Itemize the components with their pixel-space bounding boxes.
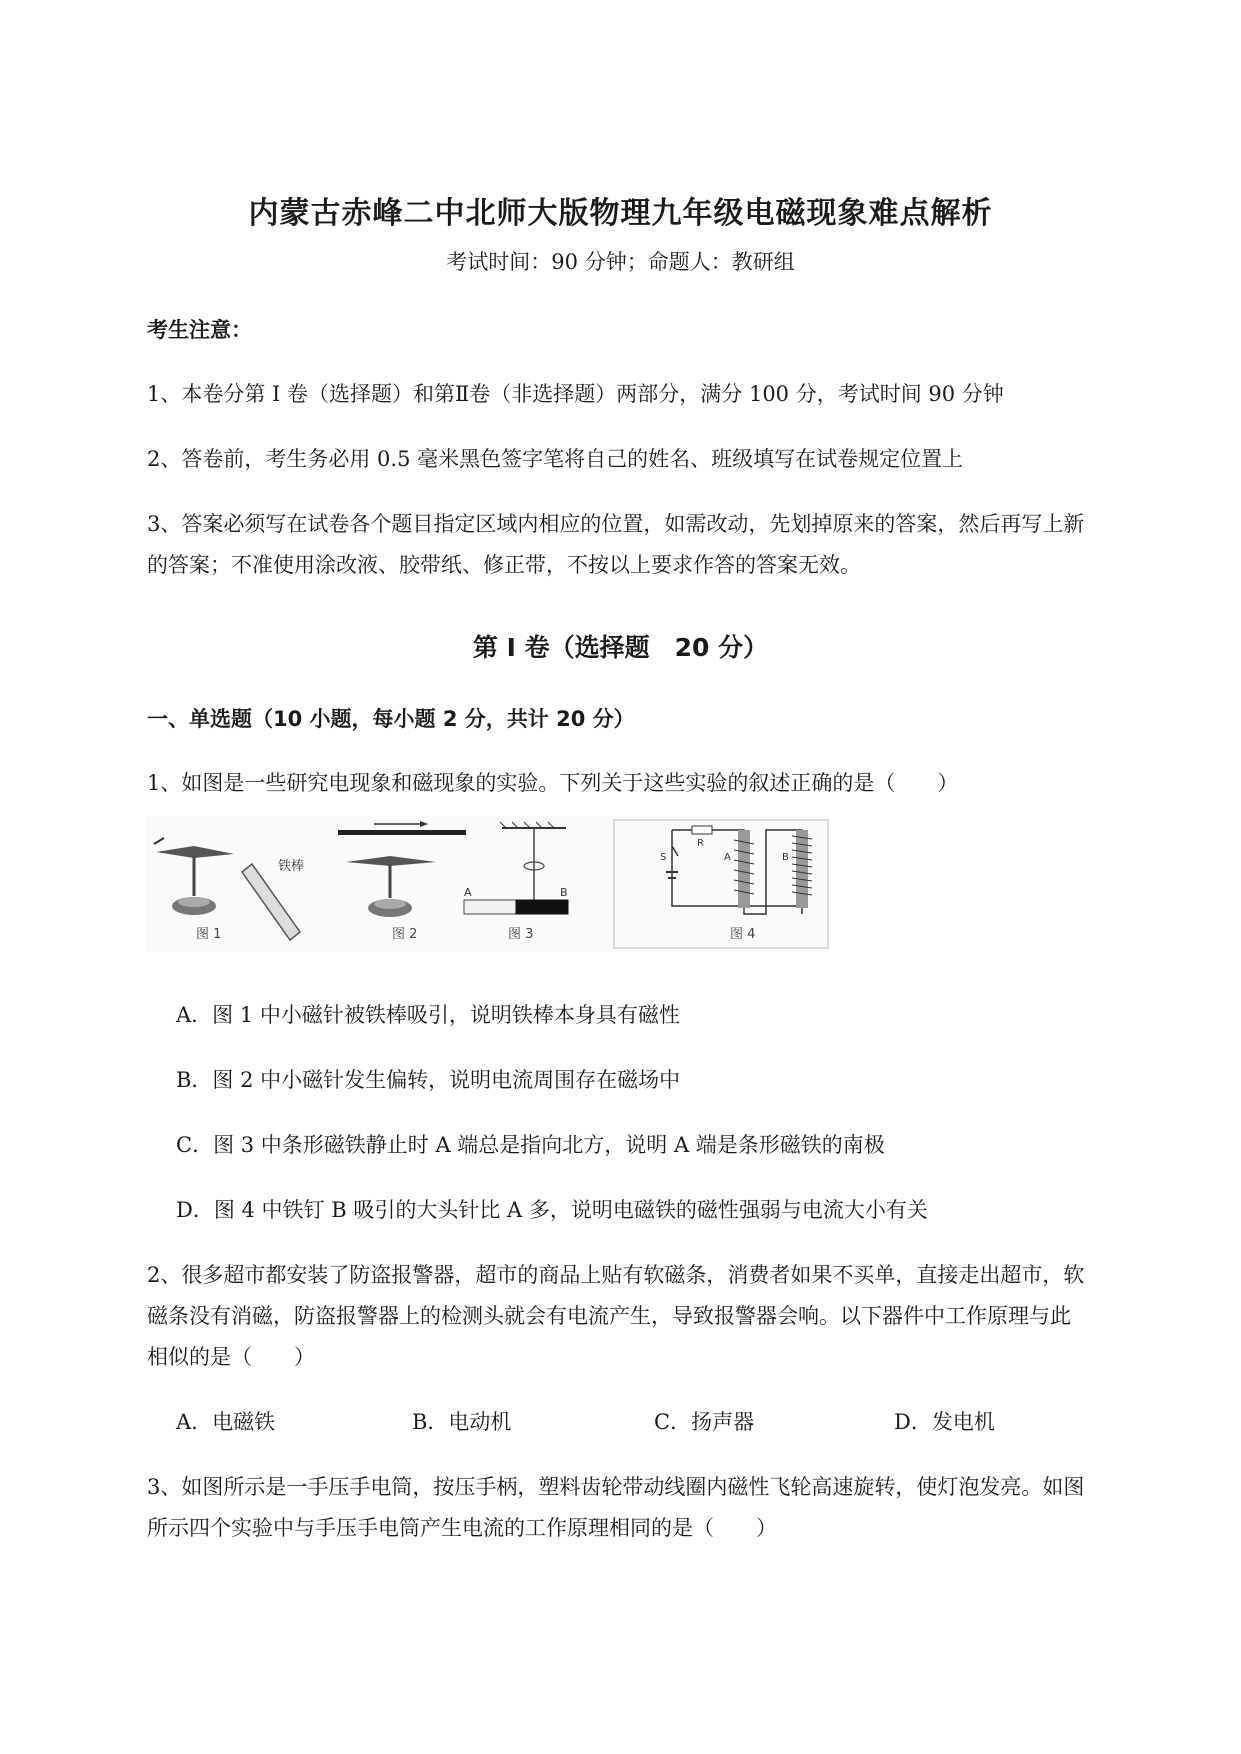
notice-item-2: 2、答卷前，考生务必用 0.5 毫米黑色签字笔将自己的姓名、班级填写在试卷规定位置上	[147, 447, 964, 471]
q1-option-d: D．图 4 中铁钉 B 吸引的大头针比 A 多，说明电磁铁的磁性强弱与电流大小有关	[176, 1198, 928, 1222]
q3-stem-line-1: 3、如图所示是一手压手电筒，按压手柄，塑料齿轮带动线圈内磁性飞轮高速旋转，使灯泡发亮。如图	[147, 1475, 1085, 1499]
fig3-label: 图 3	[508, 927, 534, 942]
q3-stem-line-2: 所示四个实验中与手压手电筒产生电流的工作原理相同的是（ ）	[147, 1516, 777, 1540]
q1-option-a: A．图 1 中小磁针被铁棒吸引，说明铁棒本身具有磁性	[176, 1003, 680, 1027]
fig1-iron-rod-label: 铁棒	[278, 859, 305, 874]
section-title: 第 I 卷（选择题 20 分）	[472, 633, 769, 662]
q2-stem-line-2: 磁条没有消磁，防盗报警器上的检测头就会有电流产生，导致报警器会响。以下器件中工作原理与此	[147, 1304, 1071, 1328]
q1-option-c: C．图 3 中条形磁铁静止时 A 端总是指向北方，说明 A 端是条形磁铁的南极	[176, 1133, 885, 1157]
q1-figure	[146, 816, 830, 952]
q2-option-c: C．扬声器	[654, 1410, 755, 1434]
notice-heading: 考生注意：	[147, 318, 252, 342]
notice-item-3: 3、答案必须写在试卷各个题目指定区域内相应的位置，如需改动，先划掉原来的答案，然后再写上新	[147, 512, 1085, 536]
fig4-label-s: S	[660, 852, 667, 863]
q1-stem: 1、如图是一些研究电现象和磁现象的实验。下列关于这些实验的叙述正确的是（ ）	[147, 771, 959, 795]
notice-item-1: 1、本卷分第 I 卷（选择题）和第Ⅱ卷（非选择题）两部分，满分 100 分，考试时间 90 分钟	[147, 382, 1004, 406]
fig4-label-a: A	[724, 852, 731, 863]
q1-option-b: B．图 2 中小磁针发生偏转，说明电流周围存在磁场中	[176, 1068, 681, 1092]
q2-option-a: A．电磁铁	[176, 1410, 276, 1434]
fig1-label: 图 1	[196, 927, 222, 942]
fig4-label: 图 4	[730, 927, 756, 942]
exam-title: 内蒙古赤峰二中北师大版物理九年级电磁现象难点解析	[248, 196, 993, 231]
exam-subtitle: 考试时间：90 分钟；命题人：教研组	[446, 250, 795, 274]
q2-stem-line-1: 2、很多超市都安装了防盗报警器，超市的商品上贴有软磁条，消费者如果不买单，直接走出超市，软	[147, 1263, 1085, 1287]
notice-item-3-cont: 的答案；不准使用涂改液、胶带纸、修正带，不按以上要求作答的答案无效。	[147, 553, 861, 577]
q2-option-b: B．电动机	[412, 1410, 512, 1434]
fig3-end-a: A	[464, 886, 472, 899]
q2-stem-line-3: 相似的是（ ）	[147, 1345, 315, 1369]
fig4-label-b: B	[782, 852, 789, 863]
fig2-label: 图 2	[392, 927, 418, 942]
part-heading: 一、单选题（10 小题，每小题 2 分，共计 20 分）	[147, 707, 635, 731]
q2-option-d: D．发电机	[894, 1410, 995, 1434]
fig4-label-r: R	[697, 838, 704, 849]
fig3-end-b: B	[560, 886, 568, 899]
